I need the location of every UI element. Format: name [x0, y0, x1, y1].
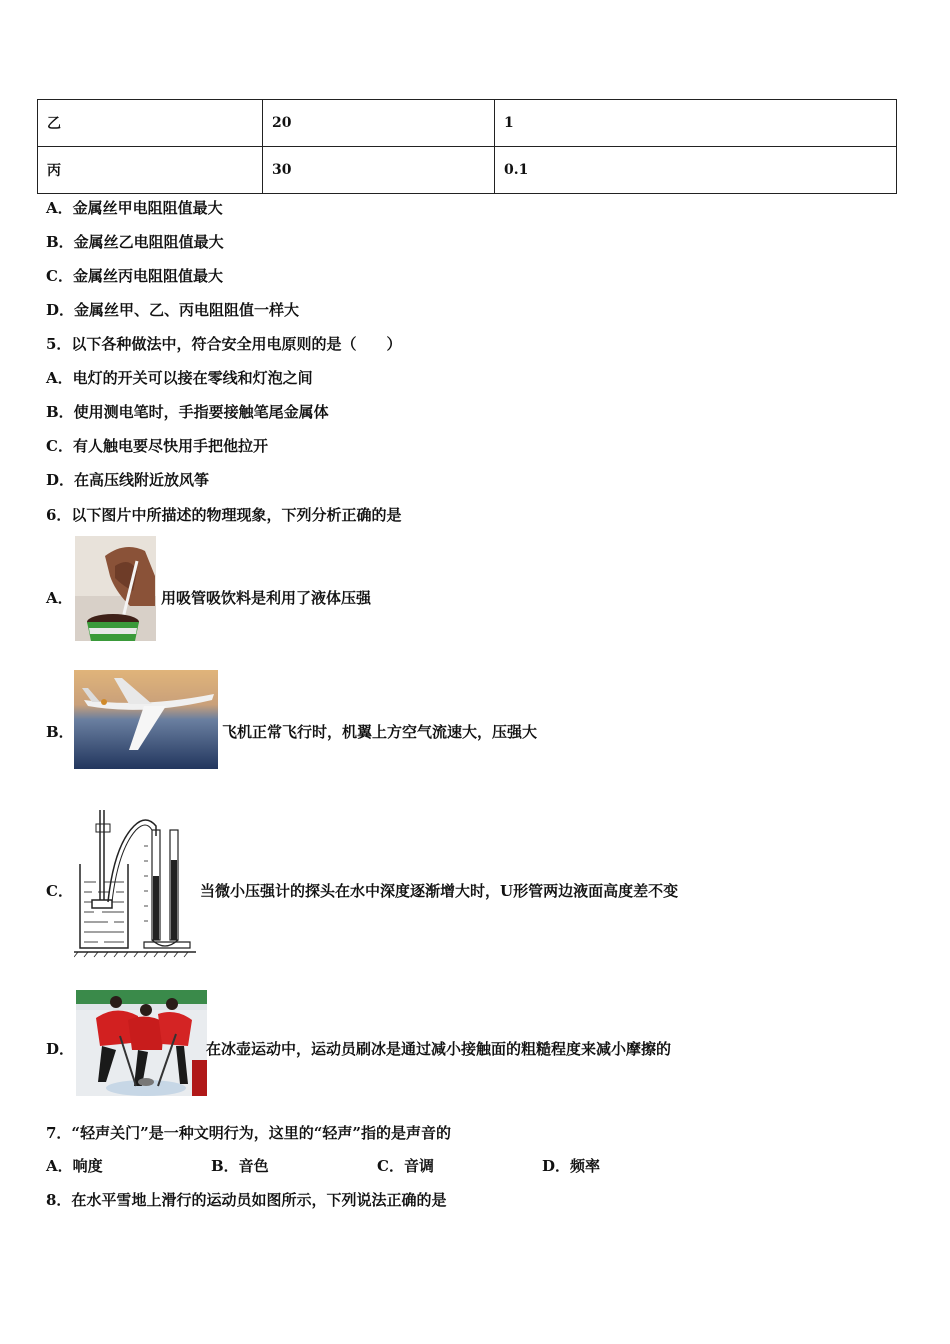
q6-option-d-text: 在冰壶运动中，运动员刷冰是通过减小接触面的粗糙程度来减小摩擦的 — [206, 1040, 672, 1058]
q6-option-b-text: 飞机正常飞行时，机翼上方空气流速大，压强大 — [222, 723, 538, 741]
q5-option-b: B．使用测电笔时，手指要接触笔尾金属体 — [46, 403, 329, 421]
q7-option-b: B．音色 — [211, 1157, 269, 1175]
q4-option-b: B．金属丝乙电阻阻值最大 — [46, 233, 224, 251]
q5-option-a: A．电灯的开关可以接在零线和灯泡之间 — [46, 369, 313, 387]
q6-option-b-label: B． — [46, 723, 74, 741]
table-cell: 乙 — [38, 100, 263, 147]
q5-option-c: C．有人触电要尽快用手把他拉开 — [46, 437, 268, 455]
q6-stem: 6．以下图片中所描述的物理现象，下列分析正确的是 — [46, 506, 402, 524]
q7-option-a: A．响度 — [46, 1157, 103, 1175]
table-cell: 30 — [263, 147, 495, 194]
table-cell: 1 — [495, 100, 897, 147]
q8-stem: 8．在水平雪地上滑行的运动员如图所示，下列说法正确的是 — [46, 1191, 447, 1209]
q5-option-d: D．在高压线附近放风筝 — [46, 471, 210, 489]
q6-option-a-label: A． — [46, 589, 73, 607]
q7-option-d: D．频率 — [542, 1157, 601, 1175]
q7-stem: 7．“轻声关门”是一种文明行为，这里的“轻声”指的是声音的 — [46, 1124, 451, 1142]
q6-option-d-label: D． — [46, 1040, 75, 1058]
q5-stem: 5．以下各种做法中，符合安全用电原则的是（ ） — [46, 335, 402, 353]
table-cell: 20 — [263, 100, 495, 147]
q6-option-c-text: 当微小压强计的探头在水中深度逐渐增大时，U形管两边液面高度差不变 — [200, 882, 679, 900]
q7-option-c: C．音调 — [377, 1157, 434, 1175]
q7-options — [46, 1156, 646, 1176]
q6-option-a-text: 用吸管吸饮料是利用了液体压强 — [161, 589, 372, 607]
q4-option-d: D．金属丝甲、乙、丙电阻阻值一样大 — [46, 301, 300, 319]
q6-option-c-label: C． — [46, 882, 73, 900]
table-row — [38, 100, 897, 147]
q4-option-a: A．金属丝甲电阻阻值最大 — [46, 199, 223, 217]
airplane-photo — [74, 670, 218, 769]
table-cell: 丙 — [38, 147, 263, 194]
q4-option-c: C．金属丝丙电阻阻值最大 — [46, 267, 223, 285]
drinking-straw-photo — [75, 536, 156, 641]
u-tube-manometer-diagram — [74, 806, 196, 958]
curling-photo — [76, 990, 207, 1096]
table-row — [38, 147, 897, 194]
table-cell: 0.1 — [495, 147, 897, 194]
resistance-table — [37, 99, 897, 194]
